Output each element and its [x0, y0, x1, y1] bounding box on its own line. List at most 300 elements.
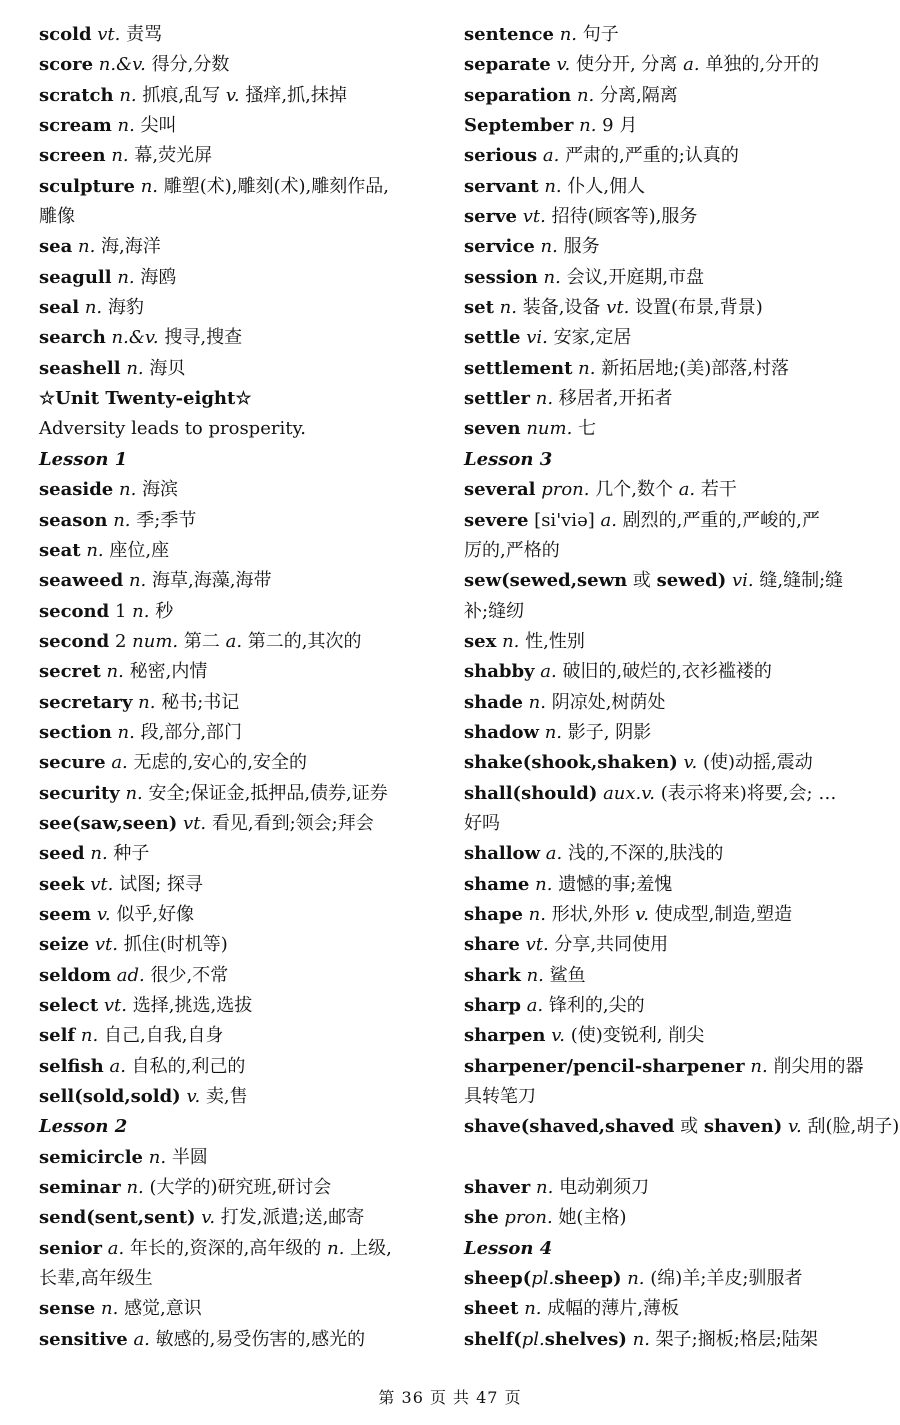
headword: seem: [39, 903, 92, 925]
definition-continuation: [39, 1264, 444, 1294]
part-of-speech: a.: [111, 752, 128, 774]
headword: severe: [464, 509, 529, 531]
definition: 刮(脸,胡子): [807, 1116, 900, 1138]
plural-marker: pl.: [521, 1328, 545, 1350]
headword: service: [464, 236, 535, 258]
definition: 责骂: [126, 24, 163, 45]
left-column: [39, 20, 444, 1355]
part-of-speech: n.: [80, 1025, 99, 1047]
vocab-entry: [39, 50, 444, 80]
vocab-entry: [464, 293, 884, 323]
definition: 若干: [700, 479, 737, 501]
definition: 性,性别: [525, 630, 585, 652]
definition: 抓痕,乱写: [142, 84, 221, 106]
headword-note: 2: [114, 630, 127, 652]
part-of-speech: n.: [524, 1298, 542, 1320]
part-of-speech: n.: [140, 175, 159, 197]
headword: self: [39, 1025, 76, 1047]
part-of-speech: n.: [536, 1177, 554, 1199]
vocab-entry: [39, 900, 444, 930]
vocab-entry: [39, 354, 444, 384]
part-of-speech: n.: [544, 721, 563, 743]
headword: search: [39, 327, 106, 349]
definition: 安家,定居: [553, 327, 632, 349]
vocab-entry: [39, 172, 444, 202]
part-of-speech: n.: [627, 1268, 645, 1290]
vocab-entry: [464, 384, 884, 414]
vocab-entry: [39, 961, 444, 991]
part-of-speech: v.: [225, 84, 240, 106]
vocab-entry: [464, 323, 884, 353]
part-of-speech: vi.: [732, 570, 754, 592]
headword: send(sent,sent): [39, 1207, 196, 1229]
definition: 秘密,内情: [129, 661, 208, 683]
vocab-entry: [39, 657, 444, 687]
vocab-entry: [464, 1294, 884, 1324]
part-of-speech: n.: [540, 236, 558, 258]
definition: 厉的,严格的: [464, 539, 560, 561]
vocab-entry: [464, 50, 884, 80]
definition: 分享,共同使用: [554, 934, 669, 956]
definition: (绵)羊;羊皮;驯服者: [650, 1268, 803, 1290]
part-of-speech: n.: [117, 721, 135, 743]
headword: session: [464, 266, 538, 288]
part-of-speech: n.: [578, 357, 596, 379]
headword: settle: [464, 327, 521, 349]
part-of-speech: v.: [683, 752, 698, 774]
headword-conjunction: 或: [680, 1116, 699, 1138]
headword-note: 1: [114, 600, 127, 622]
part-of-speech: n.: [535, 873, 553, 895]
vocab-entry: [39, 1173, 444, 1203]
definition: 似乎,好像: [116, 903, 195, 925]
part-of-speech: n.: [499, 297, 517, 319]
definition: 设置(布景,背景): [635, 297, 763, 319]
vocab-entry: [464, 1264, 884, 1294]
vocab-entry: [464, 1021, 884, 1051]
part-of-speech: n.: [544, 175, 562, 197]
definition: 无虑的,安心的,安全的: [133, 752, 307, 774]
headword: sharp: [464, 995, 521, 1016]
headword-variant: sewed): [656, 570, 727, 592]
part-of-speech: a.: [225, 630, 243, 652]
definition: 半圆: [171, 1146, 208, 1168]
definition: 秒: [155, 600, 174, 622]
vocab-entry: [39, 323, 444, 353]
part-of-speech: num.: [526, 418, 573, 440]
headword: sculpture: [39, 175, 135, 197]
part-of-speech: a.: [545, 843, 563, 865]
part-of-speech: n.: [632, 1328, 650, 1350]
definition: 种子: [113, 843, 150, 865]
vocab-entry: [39, 20, 444, 50]
part-of-speech: n.: [106, 661, 124, 683]
part-of-speech: v.: [186, 1086, 201, 1108]
definition: 移居者,开拓者: [558, 388, 673, 410]
headword: second: [39, 630, 110, 652]
headword: sew(sewed,sewn: [464, 570, 628, 592]
headword-variant: shaven): [703, 1116, 783, 1138]
headword: seize: [39, 934, 90, 956]
vocab-entry: [39, 718, 444, 748]
definition: 几个,数个: [595, 479, 673, 501]
blank-line: [464, 1143, 884, 1173]
definition: 破旧的,破烂的,衣衫褴褛的: [562, 661, 772, 683]
part-of-speech: n.: [90, 843, 108, 865]
headword: several: [464, 479, 536, 501]
vocab-entry: [464, 839, 884, 869]
definition: 削尖用的器: [773, 1055, 864, 1077]
headword: scratch: [39, 84, 114, 106]
part-of-speech: n.: [84, 297, 103, 319]
vocab-entry: [464, 202, 884, 232]
vocab-entry: [464, 627, 884, 657]
part-of-speech: v.: [96, 903, 111, 925]
vocab-entry: [39, 1203, 444, 1233]
definition: 幕,荧光屏: [134, 145, 213, 167]
vocab-entry: [464, 779, 884, 809]
vocab-entry: [39, 111, 444, 141]
part-of-speech: v.: [551, 1025, 565, 1047]
headword: sheep(: [464, 1268, 532, 1290]
definition: 海鸥: [140, 266, 177, 288]
vocab-entry: [39, 293, 444, 323]
part-of-speech: n.: [86, 539, 104, 561]
definition: 句子: [582, 24, 619, 45]
vocab-entry: [464, 900, 884, 930]
headword: shark: [464, 964, 521, 986]
vocab-entry: [39, 748, 444, 778]
headword: seaweed: [39, 570, 124, 592]
definition-continuation: [464, 809, 884, 839]
definition: 雕像: [39, 206, 75, 228]
definition: 浅的,不深的,肤浅的: [567, 843, 724, 865]
headword-note: [si'viə]: [534, 509, 595, 531]
part-of-speech: n.: [117, 115, 135, 137]
vocab-entry: [39, 809, 444, 839]
headword: shade: [464, 691, 523, 713]
plural-marker: pl.: [531, 1268, 555, 1290]
definition: 段,部分,部门: [140, 721, 243, 743]
part-of-speech: n.: [119, 479, 137, 501]
definition: 补;缝纫: [464, 600, 525, 622]
definition: 第二: [183, 630, 220, 652]
headword: shame: [464, 873, 530, 895]
headword: shape: [464, 903, 523, 925]
vocab-entry: [464, 748, 884, 778]
definition: (表示将来)将要,会; …: [660, 782, 837, 804]
part-of-speech: n.&v.: [111, 327, 159, 349]
headword: seminar: [39, 1177, 121, 1199]
vocab-entry: [464, 414, 884, 444]
headword: senior: [39, 1237, 102, 1259]
definition: 阴凉处,树荫处: [551, 691, 666, 713]
headword: sense: [39, 1298, 96, 1320]
part-of-speech: aux.v.: [603, 782, 656, 804]
vocab-entry: [464, 354, 884, 384]
vocab-entry: [39, 536, 444, 566]
page-footer: 第 36 页 共 47 页: [378, 1388, 522, 1407]
definition: 试图; 探寻: [119, 873, 203, 895]
definition: 鲨鱼: [549, 964, 586, 986]
definition: 抓住(时机等): [123, 934, 228, 956]
definition: 敏感的,易受伤害的,感光的: [155, 1328, 366, 1350]
definition: 装备,设备: [522, 297, 601, 319]
headword: seven: [464, 418, 521, 440]
definition: 单独的,分开的: [705, 54, 820, 76]
headword-plural: shelves): [544, 1328, 627, 1350]
headword: secretary: [39, 691, 133, 713]
part-of-speech: pron.: [504, 1207, 553, 1229]
part-of-speech: v.: [635, 903, 649, 925]
motto-text: Adversity leads to prosperity.: [39, 418, 306, 440]
headword: separation: [464, 84, 572, 106]
part-of-speech: a.: [133, 1328, 150, 1350]
part-of-speech: v.: [201, 1207, 216, 1229]
headword: see(saw,seen): [39, 812, 178, 834]
right-column: [464, 20, 900, 1355]
part-of-speech: ad.: [116, 964, 145, 986]
headword: section: [39, 721, 112, 743]
part-of-speech: n.: [111, 145, 129, 167]
definition: 搜寻,搜查: [164, 327, 243, 349]
part-of-speech: vt.: [522, 206, 546, 228]
definition: 年长的,资深的,高年级的: [129, 1237, 322, 1259]
part-of-speech: num.: [132, 630, 179, 652]
vocab-entry: [464, 870, 884, 900]
definition: (使)动摇,震动: [702, 752, 813, 774]
headword: servant: [464, 175, 539, 197]
definition-continuation: [464, 536, 884, 566]
headword: seat: [39, 539, 81, 561]
headword: shabby: [464, 661, 535, 683]
definition: 分离,隔离: [600, 84, 678, 106]
vocab-entry: [39, 688, 444, 718]
headword: shave(shaved,shaved: [464, 1116, 675, 1138]
definition: 感觉,意识: [124, 1298, 202, 1320]
part-of-speech: pron.: [541, 479, 590, 501]
part-of-speech: n.: [126, 357, 144, 379]
definition: 看见,看到;领会;拜会: [211, 812, 374, 834]
headword: shall(should): [464, 782, 598, 804]
lesson-title: Lesson 4: [464, 1237, 553, 1259]
part-of-speech: n.: [543, 266, 561, 288]
headword: shaver: [464, 1177, 531, 1199]
definition: 很少,不常: [150, 964, 229, 986]
definition: (使)变锐利, 削尖: [570, 1025, 705, 1047]
vocab-entry: [39, 1234, 444, 1264]
definition: 新拓居地;(美)部落,村落: [601, 357, 790, 379]
vocab-entry: [464, 506, 884, 536]
unit-motto: [39, 414, 444, 444]
vocab-entry: [464, 232, 884, 262]
vocab-entry: [39, 566, 444, 596]
definition: 电动剃须刀: [559, 1177, 650, 1199]
part-of-speech: n.: [576, 84, 595, 106]
definition: 搔痒,抓,抹掉: [245, 84, 347, 106]
headword: shelf(: [464, 1328, 522, 1350]
vocab-entry: [39, 263, 444, 293]
definition: 使成型,制造,塑造: [654, 903, 793, 925]
vocab-entry: [464, 263, 884, 293]
part-of-speech: a.: [107, 1237, 125, 1259]
vocab-entry: [39, 779, 444, 809]
vocab-entry: [464, 657, 884, 687]
definition-continuation: [464, 597, 884, 627]
definition: 服务: [563, 236, 600, 258]
headword: seagull: [39, 266, 112, 288]
vocab-entry: [464, 566, 884, 596]
headword: separate: [464, 54, 551, 76]
headword: sharpener/pencil-sharpener: [464, 1055, 745, 1077]
headword: season: [39, 509, 108, 531]
headword: security: [39, 782, 120, 804]
vocab-entry: [39, 141, 444, 171]
definition: 仆人,佣人: [567, 175, 646, 197]
vocab-entry: [39, 81, 444, 111]
part-of-speech: a.: [109, 1055, 126, 1077]
vocab-entry: [464, 111, 884, 141]
headword: screen: [39, 145, 106, 167]
headword: sensitive: [39, 1328, 128, 1350]
part-of-speech: a.: [540, 661, 557, 683]
headword: seal: [39, 297, 80, 319]
headword: scream: [39, 115, 112, 137]
definition: 安全;保证金,抵押品,债券,证券: [148, 782, 388, 804]
part-of-speech: n.: [138, 691, 156, 713]
part-of-speech: v.: [787, 1116, 802, 1138]
lesson-heading: [464, 1234, 884, 1264]
part-of-speech: a.: [542, 145, 560, 167]
headword: seed: [39, 843, 85, 865]
definition: 卖,售: [205, 1086, 248, 1108]
definition: 缝,缝制;缝: [759, 570, 844, 592]
definition: 七: [578, 418, 597, 440]
part-of-speech: vt.: [525, 934, 549, 956]
definition: 座位,座: [109, 539, 170, 561]
part-of-speech: n.: [119, 84, 137, 106]
part-of-speech: vt.: [103, 995, 128, 1016]
part-of-speech: v.: [556, 54, 571, 76]
definition: 她(主格): [558, 1207, 627, 1229]
definition: 严肃的,严重的;认真的: [565, 145, 739, 167]
part-of-speech: n.: [502, 630, 520, 652]
definition: 好吗: [464, 812, 500, 834]
vocab-entry: [39, 1294, 444, 1324]
vocab-entry: [39, 1325, 444, 1355]
definition: 9 月: [602, 115, 638, 137]
vocab-entry: [464, 1203, 884, 1233]
definition: 招待(顾客等),服务: [551, 206, 698, 228]
headword: sheet: [464, 1298, 519, 1320]
definition: 第二的,其次的: [247, 630, 362, 652]
vocab-entry: [464, 141, 884, 171]
vocab-entry: [39, 232, 444, 262]
definition: 季;季节: [136, 509, 197, 531]
definition: 使分开, 分离: [575, 54, 678, 76]
headword: score: [39, 54, 94, 76]
headword: September: [464, 115, 574, 137]
vocab-entry: [39, 1143, 444, 1173]
definition: 上级,: [350, 1237, 392, 1259]
headword: semicircle: [39, 1146, 144, 1168]
vocab-entry: [464, 930, 884, 960]
headword: set: [464, 297, 494, 319]
vocab-entry: [464, 688, 884, 718]
headword: settler: [464, 388, 530, 410]
headword: secret: [39, 661, 101, 683]
headword: seldom: [39, 964, 112, 986]
definition: 得分,分数: [151, 54, 230, 76]
part-of-speech: a.: [683, 54, 700, 76]
headword: serious: [464, 145, 538, 167]
definition: 海滨: [142, 479, 179, 501]
definition: 打发,派遣;送,邮寄: [220, 1207, 365, 1229]
headword: settlement: [464, 357, 573, 379]
definition: (大学的)研究班,研讨会: [149, 1177, 332, 1199]
vocab-entry: [39, 1082, 444, 1112]
unit-heading: [39, 384, 444, 414]
definition: 影子, 阴影: [567, 721, 652, 743]
part-of-speech: vt.: [606, 297, 630, 319]
part-of-speech: n.: [125, 782, 143, 804]
headword: share: [464, 934, 520, 956]
vocab-entry: [39, 839, 444, 869]
headword: second: [39, 600, 110, 622]
part-of-speech: n.: [128, 570, 147, 592]
vocab-entry: [464, 1173, 884, 1203]
headword: selfish: [39, 1055, 104, 1077]
part-of-speech: n.: [750, 1055, 768, 1077]
definition: 选择,挑选,选拔: [132, 995, 253, 1016]
lesson-heading: [464, 445, 884, 475]
part-of-speech: a.: [678, 479, 696, 501]
part-of-speech: n.: [528, 691, 546, 713]
definition: 具转笔刀: [464, 1086, 536, 1108]
definition: 海贝: [149, 357, 186, 379]
headword: scold: [39, 24, 92, 45]
vocab-entry: [39, 870, 444, 900]
part-of-speech: n.: [148, 1146, 167, 1168]
lesson-title: Lesson 2: [39, 1116, 128, 1138]
definition: 锋利的,尖的: [548, 995, 645, 1016]
vocab-entry: [39, 597, 444, 627]
definition-continuation: [39, 202, 444, 232]
part-of-speech: n.&v.: [98, 54, 146, 76]
vocab-entry: [464, 172, 884, 202]
part-of-speech: vi.: [526, 327, 548, 349]
definition: 自己,自我,自身: [103, 1025, 224, 1047]
definition: 海,海洋: [101, 236, 161, 258]
definition-continuation: [464, 1082, 884, 1112]
headword: seashell: [39, 357, 121, 379]
part-of-speech: n.: [113, 509, 131, 531]
headword: secure: [39, 752, 106, 774]
lesson-title: Lesson 3: [464, 448, 553, 470]
headword-conjunction: 或: [632, 570, 651, 592]
part-of-speech: n.: [528, 903, 546, 925]
unit-title: ☆Unit Twenty-eight☆: [39, 388, 252, 410]
vocab-entry: [464, 1052, 884, 1082]
definition: 秘书;书记: [161, 691, 240, 713]
vocab-entry: [39, 1052, 444, 1082]
definition: 尖叫: [140, 115, 177, 137]
vocab-entry: [39, 1021, 444, 1051]
definition: 自私的,利己的: [131, 1055, 246, 1077]
headword: seek: [39, 873, 85, 895]
vocab-entry: [464, 20, 884, 50]
headword: sentence: [464, 24, 554, 45]
